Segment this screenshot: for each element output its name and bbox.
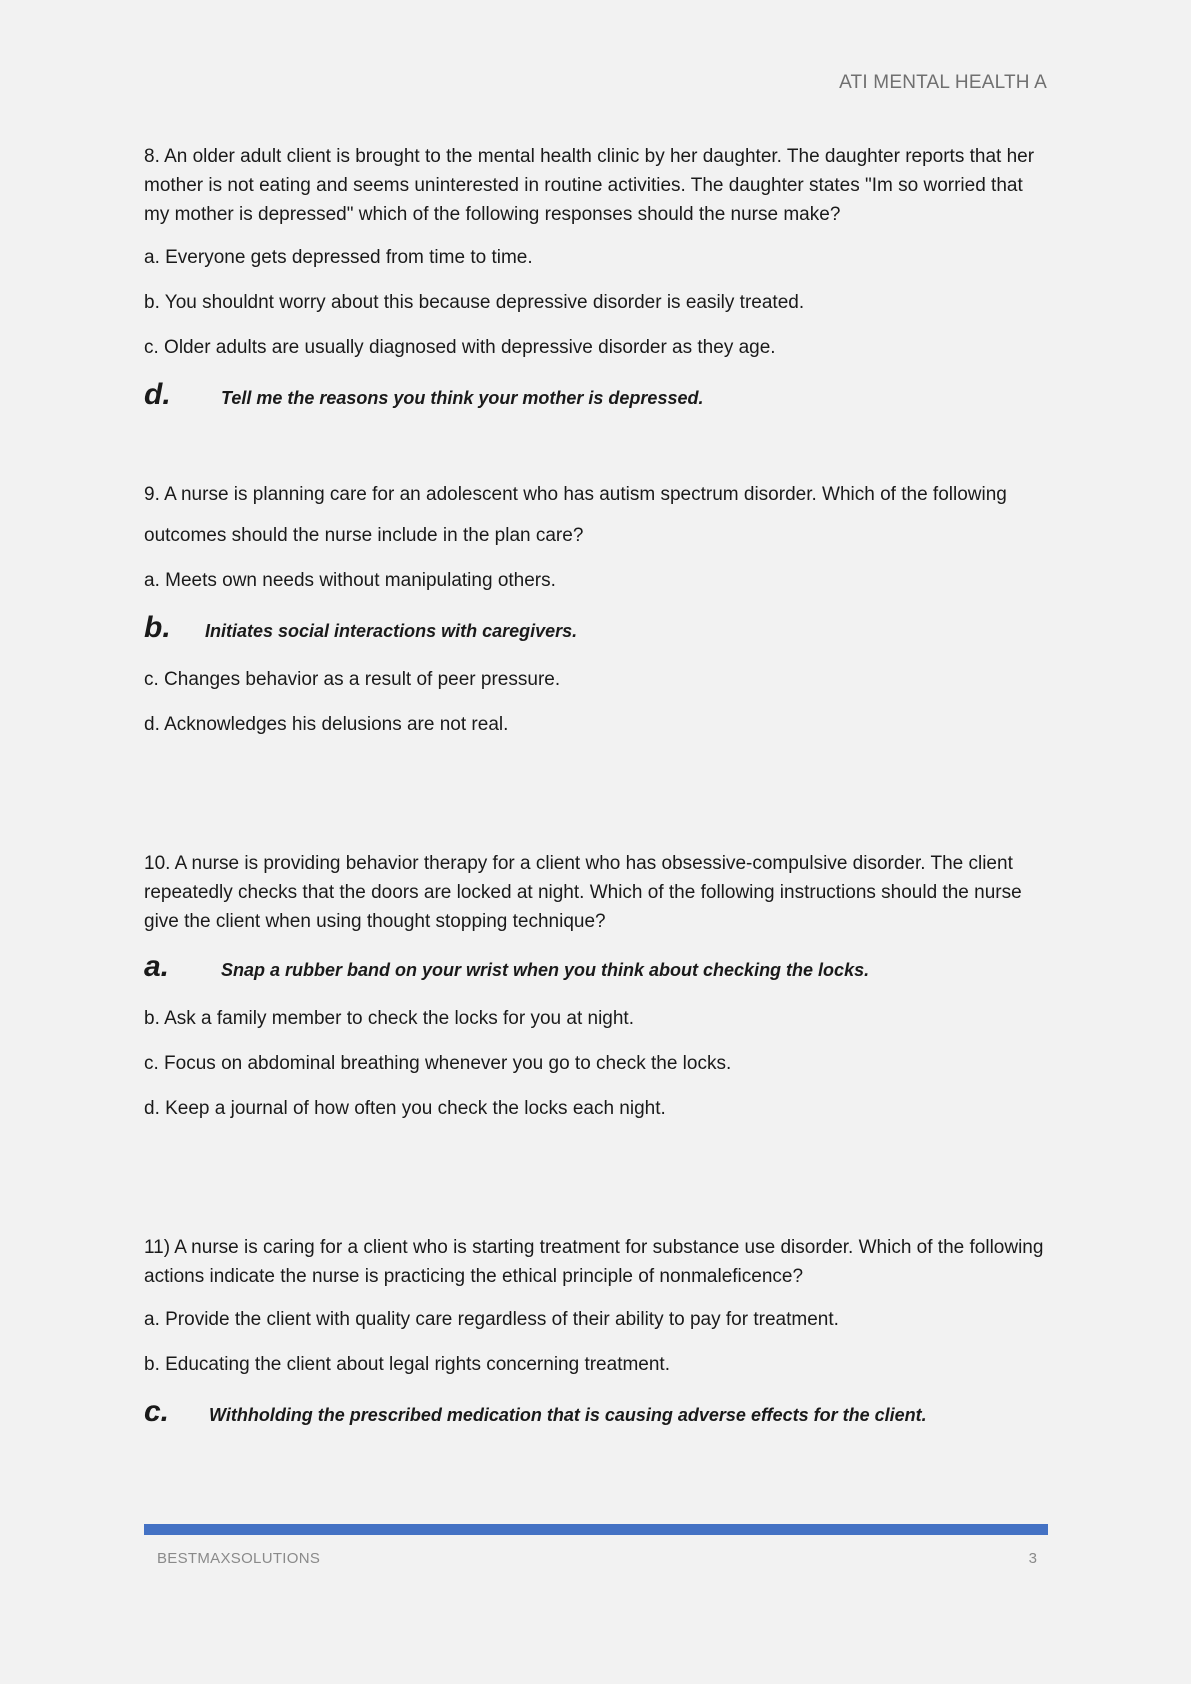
option-b: b. Educating the client about legal rights concerning treatment. <box>144 1354 670 1375</box>
answer-letter: c. <box>144 1395 170 1428</box>
option-b: b. Ask a family member to check the locks for you at night. <box>144 1008 634 1029</box>
answer-text: Snap a rubber band on your wrist when you think about checking the locks. <box>221 960 870 980</box>
document-body <box>144 142 1048 1449</box>
question-text: 9. A nurse is planning care for an adolescent who has autism spectrum disorder. Which of the following <box>144 484 1007 505</box>
option-c: c. Changes behavior as a result of peer pressure. <box>144 669 561 690</box>
option-a: a. Provide the client with quality care regardless of their ability to pay for treatment. <box>144 1309 839 1330</box>
page-header-title: ATI MENTAL HEALTH A <box>839 72 1047 93</box>
question-text: 8. An older adult client is brought to the mental health clinic by her daughter. The daughter reports that her mother is not eating and seems uninterested in routine activities. The daughter states "Im so worried that my mother is depressed" which of the following responses should the nurse make? <box>144 146 1035 225</box>
answer-letter: d. <box>144 378 171 411</box>
footer-brand: BESTMAXSOLUTIONS <box>157 1550 321 1567</box>
footer-divider-bar <box>144 1524 1048 1535</box>
question-text: 11) A nurse is caring for a client who is starting treatment for substance use disorder. Which of the following actions indicate the nurse is practicing the ethical principle of nonmaleficence? <box>144 1237 1044 1287</box>
answer-text: Tell me the reasons you think your mother is depressed. <box>221 388 704 408</box>
option-a: a. Meets own needs without manipulating others. <box>144 570 556 591</box>
correct-answer <box>144 611 1048 645</box>
question-10 <box>144 849 1048 1123</box>
correct-answer <box>144 378 1048 412</box>
question-text: 10. A nurse is providing behavior therapy for a client who has obsessive-compulsive disorder. The client repeatedly checks that the doors are locked at night. Which of the following instructions should the nurse give the client when using thought stopping technique? <box>144 853 1022 932</box>
question-8 <box>144 142 1048 412</box>
option-c: c. Older adults are usually diagnosed with depressive disorder as they age. <box>144 337 776 358</box>
page-number: 3 <box>1028 1550 1037 1567</box>
answer-text: Withholding the prescribed medication that is causing adverse effects for the client. <box>209 1405 927 1425</box>
option-c: c. Focus on abdominal breathing whenever you go to check the locks. <box>144 1053 732 1074</box>
answer-letter: a. <box>144 950 170 983</box>
correct-answer <box>144 950 1048 984</box>
question-text-continued: outcomes should the nurse include in the plan care? <box>144 525 584 546</box>
question-9 <box>144 480 1048 739</box>
option-d: d. Acknowledges his delusions are not real. <box>144 714 509 735</box>
answer-text: Initiates social interactions with caregivers. <box>205 621 578 641</box>
correct-answer <box>144 1395 1048 1429</box>
question-11 <box>144 1233 1048 1429</box>
option-a: a. Everyone gets depressed from time to time. <box>144 247 533 268</box>
option-b: b. You shouldnt worry about this because depressive disorder is easily treated. <box>144 292 805 313</box>
answer-letter: b. <box>144 611 171 644</box>
option-d: d. Keep a journal of how often you check the locks each night. <box>144 1098 666 1119</box>
